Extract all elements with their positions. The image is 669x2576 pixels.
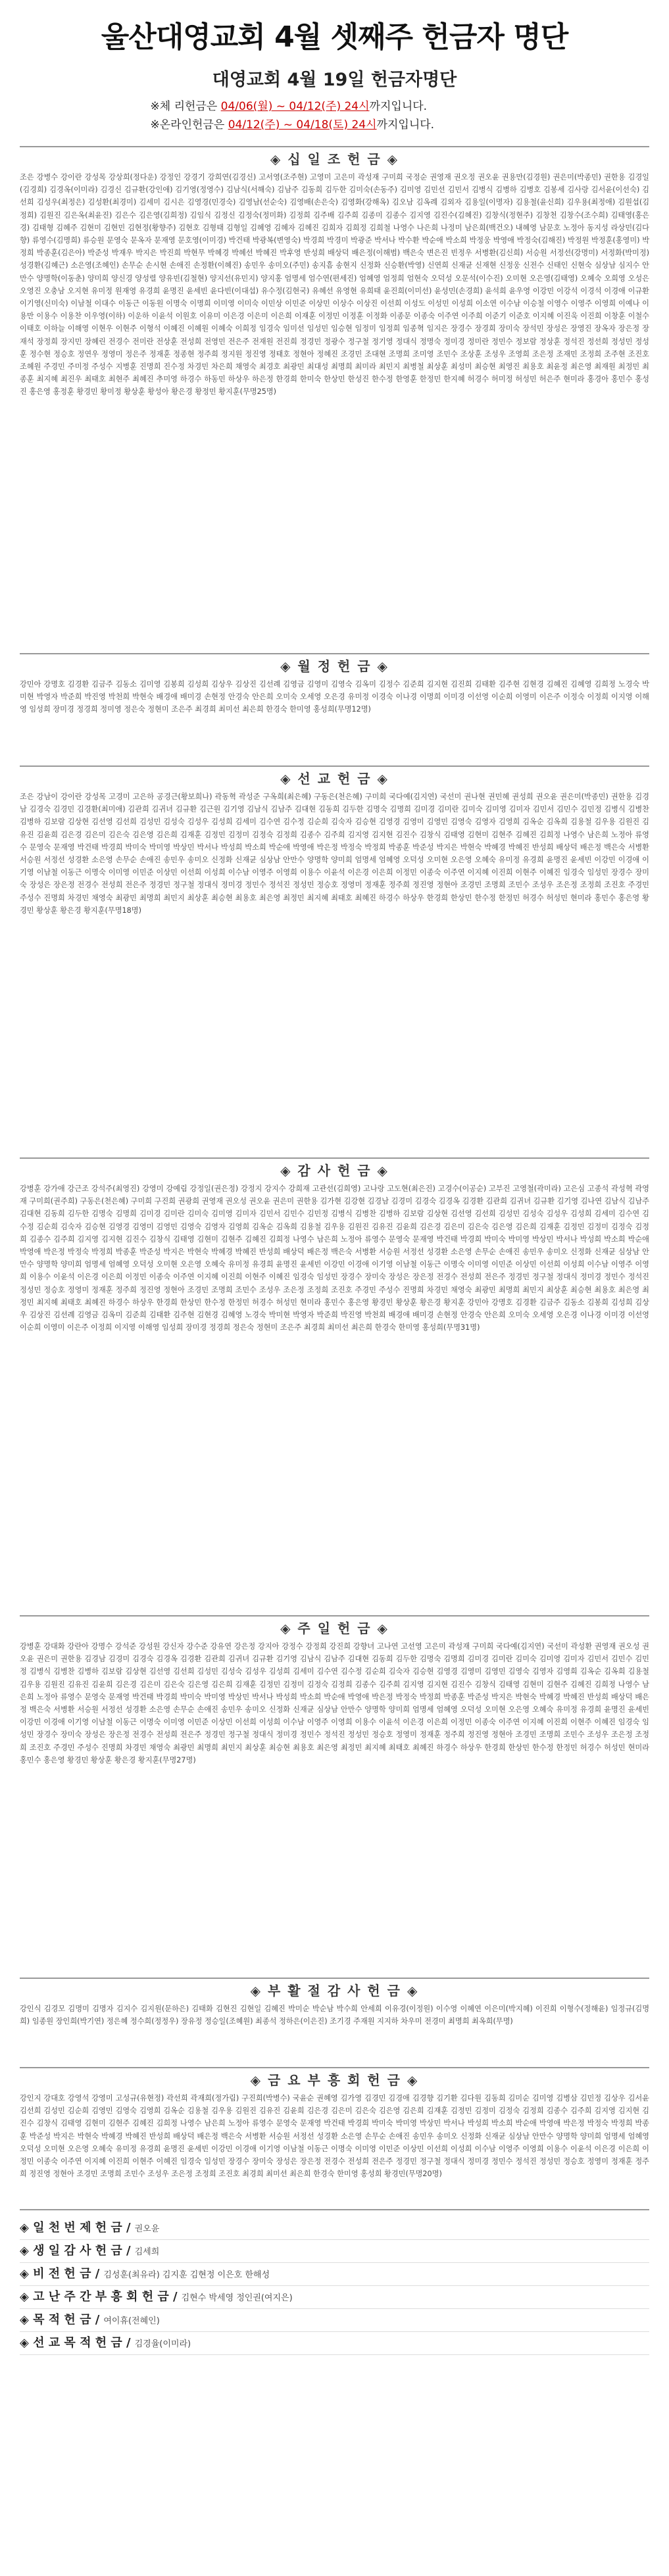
other-offerings-list: [20, 2209, 649, 2355]
section-names: 강병훈 강대화 강란아 강명수 강석준 강성원 강신자 강수준 강유연 강은정 강지아 강정수 강정희 강진희 강향녀 고나연 고선영 고은미 곽성재 구미희 국다예(김지연) 국선미 곽성환 권영재 권오성 권오윤 권은미 권한용 김경남 김경미 김경숙 김경옥 김경환 김관희 김귀녀 김규환 김기영 김남식 김남주 김대현 김동희 김두한 김명숙 김명희 김미경 김미란 김미숙 김미영 김미자 김민서 김민수 김민정 김병식 김병찬 김병하 김보람 김상현 김선영 김선희 김성민 김성숙 김성우 김성희 김세미 김수연 김수정 김순희 김숙자 김승현 김영경 김영미 김영민 김영숙 김영자 김영희 김옥순 김옥희 김용철 김우용 김원진 김유진 김윤희 김은경 김은미 김은숙 김은영 김은희 김재훈 김정민 김정미 김정숙 김정희 김종수 김주희 김지영 김지현 김진수 김창식 김태영 김현미 김현주 김혜진 김희정 나영수 남은희 노정아 류영수 문영숙 문재영 박건태 박경희 박미숙 박미영 박상민 박서나 박성희 박소희 박순애 박영애 박은정 박정숙 박정희 박종훈 박준성 박지은 박현숙 박혜경 박혜진 반성희 배상덕 배은정 백은숙 서병환 서승원 서정선 성경환 소은영 손무순 손애진 송민우 송미오 신정화 신재균 심상남 안만수 양명학 양미희 엄명세 엄혜영 오덕성 오미현 오은영 오혜숙 유미정 유경희 윤명진 윤세빈 이강민 이경애 이기영 이남철 이동근 이명숙 이미영 이민준 이상민 이선희 이성희 이수남 이영주 이영희 이용수 이윤석 이은경 이은희 이정민 이종숙 이주연 이지혜 이진희 이현주 이혜진 임경숙 임성민 장경수 장미숙 장성은 장은정 전경수 전성희 전은주 정경민 정구철 정대식 정미경 정민수 정석진 정성민 정승호 정영미 정재훈 정주희 정진영 정현아 조경민 조명희 조민수 조성우 조은정 조정희 조진호 주경민 주성수 진명희 차경민 채영숙 최광민 최명희 최민지 최상훈 최승현 최용호 최은영 최정민 최지혜 최태호 최혜진 하경수 하상우 한경희 한상민 한수정 한정민 허경수 허성민 현미라 홍민수 홍은영 황경민 황상훈 황은경 황지훈(무명27명): [20, 1642, 649, 1764]
offering-names: 김현수 박세영 정인권(여지은): [181, 2293, 293, 2303]
offering-names: 여이휴(전혜인): [103, 2316, 160, 2326]
notice-2-date: 04/12(주) ~ 04/18(토) 24시: [228, 118, 377, 132]
list-item: [20, 2332, 649, 2355]
section-heading: ◈ 선 교 헌 금 ◈: [280, 771, 389, 787]
section-heading: ◈ 금 요 부 흥 회 헌 금 ◈: [250, 2072, 419, 2088]
list-item: [20, 2217, 649, 2240]
section-heading: ◈ 부 활 절 감 사 헌 금 ◈: [250, 1983, 419, 1999]
offering-label: ◈ 일 천 번 제 헌 금 /: [20, 2221, 131, 2235]
section-names: 강인식 김경모 김명미 김명자 김지수 김지원(문하은) 김태화 김현진 김현일 김혜진 박미순 박순남 박수희 안세희 이유경(이정원) 이수영 이혜연 이은미(박지혜) 이진희 이형수(정해윤) 임정규(김명희) 임종원 장인희(박기연) 정은혜 정수희(정정우) 장유정 정승일(조혜원) 최종석 정하은(이은진) 조기경 주재원 지지하 차우미 전경미 최명희 최옥희(무명): [20, 2005, 649, 2026]
page-title: 울산대영교회 4월 셋째주 헌금자 명단: [101, 20, 568, 54]
section-names: 조은 강남이 강이란 강성목 고경미 고은하 공경근(황보희나) 곽동혁 곽성준 구옥희(최은혜) 구동은(천은혜) 구미희 국다예(김지연) 국선미 권나현 권민혜 권성희 권오윤 권은미(박종민) 권한용 김경남 김경숙 김경민 김경환(최미애) 김관희 김귀녀 김규환 김근원 김기영 김남식 김남주 김대현 김동희 김두한 김명숙 김명희 김미경 김미란 김미숙 김미영 김미자 김민서 김민수 김민정 김병식 김병찬 김병하 김보람 김상현 김선영 김선희 김성민 김성숙 김성우 김성희 김세미 김수연 김수정 김순희 김숙자 김승현 김영경 김영미 김영민 김영숙 김영자 김영희 김옥순 김옥희 김용철 김우용 김원진 김유진 김윤희 김은경 김은미 김은숙 김은영 김은희 김재훈 김정민 김정미 김정숙 김정희 김종수 김주희 김지영 김지현 김진수 김창식 김태영 김현미 김현주 김혜진 김희정 나영수 남은희 노정아 류영수 문영숙 문재영 박건태 박경희 박미숙 박미영 박상민 박서나 박성희 박소희 박순애 박영애 박은정 박정숙 박정희 박종훈 박준성 박지은 박현숙 박혜경 박혜진 반성희 배상덕 배은정 백은숙 서병환 서승원 서정선 성경환 소은영 손무순 손애진 송민우 송미오 신정화 신재균 심상남 안만수 양명학 양미희 엄명세 엄혜영 오덕성 오미현 오은영 오혜숙 유미정 유경희 윤명진 윤세빈 이강민 이경애 이기영 이남철 이동근 이명숙 이미영 이민준 이상민 이선희 이성희 이수남 이영주 이영희 이용수 이윤석 이은경 이은희 이정민 이종숙 이주연 이지혜 이진희 이현주 이혜진 임경숙 임성민 장경수 장미숙 장성은 장은정 전경수 전성희 전은주 정경민 정구철 정대식 정미경 정민수 정석진 정성민 정승호 정영미 정재훈 정주희 정진영 정현아 조경민 조명희 조민수 조성우 조은정 조정희 조진호 주경민 주성수 진명희 차경민 채영숙 최광민 최명희 최민지 최상훈 최승현 최용호 최은영 최정민 최지혜 최태호 최혜진 하경수 하상우 한경희 한상민 한수정 한정민 허경수 허성민 현미라 홍민수 홍은영 황경민 황상훈 황은경 황지훈(무명18명): [20, 792, 649, 915]
monthly-offering-section: [20, 653, 649, 754]
tithe-section: [20, 146, 649, 641]
offering-names: 권오윤: [134, 2224, 160, 2234]
notice-1-suffix: 까지입니다.: [369, 100, 428, 113]
offering-label: ◈ 생 일 감 사 헌 금 /: [20, 2244, 131, 2258]
notice-1-prefix: ※체 리헌금은: [150, 100, 221, 113]
list-item: [20, 2286, 649, 2309]
list-item: [20, 2263, 649, 2286]
notice-1-date: 04/06(월) ~ 04/12(주) 24시: [220, 100, 370, 113]
section-names: 강병훈 강가애 강근조 강석주(최영진) 강영미 강예림 강정일(권은정) 강정지 강지수 강희재 고관선(김희영) 고나랑 고도현(최은진) 고경수(이공순) 고부진 고영철(곽미라) 고은심 고종석 곽성혁 곽영재 구미희(권주희) 구동은(천은혜) 구미희 구진희 권광희 권영재 권오성 권오윤 권은미 권한용 김가현 김강현 김경남 김경미 김경숙 김경옥 김경환 김관희 김귀녀 김규환 김기영 김나연 김남식 김남주 김대현 김동희 김두한 김명숙 김명희 김미경 김미란 김미숙 김미영 김미자 김민서 김민수 김민정 김병식 김병찬 김병하 김보람 김상현 김선영 김선희 김성민 김성숙 김성우 김성희 김세미 김수연 김수정 김순희 김숙자 김승현 김영경 김영미 김영민 김영숙 김영자 김영희 김옥순 김옥희 김용철 김우용 김원진 김유진 김윤희 김은경 김은미 김은숙 김은영 김은희 김재훈 김정민 김정미 김정숙 김정희 김종수 김주희 김지영 김지현 김진수 김창식 김태영 김현미 김현주 김혜진 김희정 나영수 남은희 노정아 류영수 문영숙 문재영 박건태 박경희 박미숙 박미영 박상민 박서나 박성희 박소희 박순애 박영애 박은정 박정숙 박정희 박종훈 박준성 박지은 박현숙 박혜경 박혜진 반성희 배상덕 배은정 백은숙 서병환 서승원 서정선 성경환 소은영 손무순 손애진 송민우 송미오 신정화 신재균 심상남 안만수 양명학 양미희 엄명세 엄혜영 오덕성 오미현 오은영 오혜숙 유미정 유경희 윤명진 윤세빈 이강민 이경애 이기영 이남철 이동근 이명숙 이미영 이민준 이상민 이선희 이성희 이수남 이영주 이영희 이용수 이윤석 이은경 이은희 이정민 이종숙 이주연 이지혜 이진희 이현주 이혜진 임경숙 임성민 장경수 장미숙 장성은 장은정 전경수 전성희 전은주 정경민 정구철 정대식 정미경 정민수 정석진 정성민 정승호 정영미 정재훈 정주희 정진영 정현아 조경민 조명희 조민수 조성우 조은정 조정희 조진호 주경민 주성수 진명희 차경민 채영숙 최광민 최명희 최민지 최상훈 최승현 최용호 최은영 최정민 최지혜 최태호 최혜진 하경수 하상우 한경희 한상민 한수정 한정민 허경수 허성민 현미라 홍민수 홍은영 황경민 황상훈 황은경 황지훈 강민아 강명호 김경환 김금주 김동소 김봉희 김성희 김상우 김상진 김선례 김영금 김옥미 김준희 김태환 김주현 김현경 김혜영 노경숙 박미현 박영자 박준희 박진영 박천희 배경애 배미경 손현정 안경숙 안은희 오미숙 오세영 오은경 이나경 이미경 이선영 이순희 이영미 이은주 이정희 이지영 이해영 임성희 장미경 정경희 정은숙 정현미 조은주 최경희 최미선 최은희 한경숙 한미영 홍성희(무명31명): [20, 1184, 649, 1332]
easter-offering-section: [20, 1978, 649, 2055]
list-item: [20, 2309, 649, 2332]
notice-line-2: [151, 116, 519, 134]
section-heading: ◈ 월 정 헌 금 ◈: [280, 658, 389, 674]
section-names: 강민아 강명호 김경환 김금주 김동소 김미영 김봉희 김성희 김상우 김상진 김선례 김영금 김영미 김영숙 김옥미 김정수 김준희 김지현 김진희 김태환 김주현 김현경 김혜진 김혜영 김희정 노경숙 박미현 박영자 박준희 박진영 박천희 박현숙 배경애 배미경 손현정 안경숙 안은희 오미숙 오세영 오은경 유미정 이경숙 이나경 이명희 이미경 이선영 이순희 이영미 이은주 이정숙 이정희 이지영 이해영 임성희 장미경 정경희 정미영 정은숙 정현미 조은주 최경희 최미선 최은희 한경숙 한미영 홍성희(무명12명): [20, 680, 649, 714]
offering-names: 김세희: [134, 2247, 160, 2257]
offering-names: 김경율(이미라): [134, 2339, 191, 2349]
thanksgiving-offering-section: [20, 1157, 649, 1603]
notice-line-1: [151, 97, 519, 116]
section-names: 조은 강병수 강이란 강성목 강상희(정다운) 강정인 강경기 강희연(김경신) 고서영(조주현) 고영미 고은미 곽성재 구미희 국정순 권영재 권오정 권오윤 권용만(김경원) 권은미(박종민) 권한용 김경일(김경희) 김경옥(이미라) 김경신 김규환(강인애) 김기영(정영수) 김남식(서해숙) 김남주 김동희 김두한 김미숙(손동주) 김미영 김민선 김민서 김병식 김병하 김병호 김봉세 김사랑 김서윤(이선숙) 김선희 김성우(최정은) 김성환(최경미) 김세미 김시은 김영경(민경숙) 김영남(선순숙) 김영배(손은숙) 김영화(강해옥) 김오남 김옥례 김외자 김용일(이명자) 김용철(윤신희) 김우용(최정애) 김원섭(김정희) 김원진 김은옥(최윤진) 김은수 김은영(김희정) 김임식 김정신 김정숙(정미화) 김정희 김주배 김주희 김종미 김종수 김지영 김진수(김혜진) 김창식(정현주) 김창천 김창수(조수희) 김태영(홍은경) 김태형 김혜주 김현미 김현민 김현정(황향주) 김현호 김형태 김형일 김혜영 김혜자 김혜진 김희자 김희정 김희철 나영수 나은희 나정미 남은희(백건오) 내혜영 남문호 노정아 동지성 라상민(김다향) 류영수(김명희) 류승원 문영숙 문옥자 문재영 문호영(이미경) 박건태 박광복(변영숙) 박경희 박경미 박광준 박서나 박수환 박순애 박소희 박정웅 박영애 박정숙(김해진) 박정원 박정훈(홍영미) 박정희 박종훈(김은아) 박준성 박재우 박지은 박진희 박현무 박혜경 박혜선 박혜진 박후영 반성희 배상덕 배은정(이해범) 백은숙 변은진 빈정우 서병환(김신희) 서승원 서정선(강명미) 서정화(박미정) 성경환(김혜근) 소은영(조혜인) 손무순 손시현 손애진 손정환(이혜진) 송민우 송미오(주민) 송지흠 송현지 신정화 신승환(박영) 신연희 신재균 신재현 신정웅 신전수 신태인 신현숙 심상남 심지수 안만수 양명학(이동춘) 양미희 양신경 양성렬 양유빈(김철현) 양지선(유민지) 양지홍 엄명세 엄수연(편세진) 엄혜영 엄정희 엄현숙 오덕성 오문석(이수진) 오미현 오은영(김태영) 오혜숙 오희영 오성은 오영진 오충남 오지현 유미정 원재영 유경희 윤명진 윤세빈 윤다빈(이대섭) 유수정(김현국) 유혜선 유영현 유희태 윤진희(이미선) 윤성민(손경희) 윤석희 윤우영 이강민 이강석 이경석 이경애 이규환 이기영(신미숙) 이남철 이대수 이동근 이동원 이명숙 이명희 이미영 이미숙 이민상 이민준 이상민 이상수 이상진 이선희 이성도 이성민 이성희 이소연 이수남 이승철 이영수 이영주 이영희 이예나 이용만 이용수 이용찬 이우영(이하) 이운하 이윤석 이원호 이유미 이은경 이은미 이은희 이재훈 이정민 이정훈 이정화 이종문 이종숙 이주연 이주희 이준기 이준호 이지혜 이진욱 이진희 이창훈 이철수 이태호 이하늘 이해영 이현우 이현주 이형석 이혜진 이혜원 이혜숙 이희정 임경숙 임미선 임성민 임승현 임정미 임정희 임종혁 임지은 장경수 장경희 장미숙 장석민 장성은 장영진 장옥자 장은정 장재석 장정희 장지민 장혜린 전경수 전미란 전상훈 전성희 전영민 전은주 전재원 전진희 정경민 정광수 정구철 정기영 정대식 정명숙 정미경 정미란 정민수 정보람 정상훈 정석진 정선희 정성민 정성훈 정수현 정승호 정연우 정영미 정은주 정재훈 정종현 정주희 정지원 정진영 정태호 정현아 정혜진 조경민 조대현 조명희 조미영 조민수 조상훈 조성우 조영희 조은정 조재민 조정희 조주현 조진호 조혜원 주경민 주미정 주성수 지병훈 진명희 진수정 차경민 차은희 채영숙 최경호 최광민 최대성 최명희 최미라 최민지 최병철 최상훈 최성미 최승현 최영진 최용호 최윤정 최은영 최재원 최정민 최종훈 최지혜 최진우 최태호 최현주 최혜진 추미영 하경수 하동민 하상우 하은정 한경희 한미숙 한상민 한성진 한수정 한영훈 한정민 한지혜 허경수 허미정 허성민 허은주 현미라 홍경아 홍민수 홍성진 홍은영 홍정훈 황경민 황미정 황상훈 황성아 황은경 황정민 황지훈(무명25명): [20, 173, 649, 397]
friday-revival-offering-section: [20, 2067, 649, 2197]
notice-2-suffix: 까지입니다.: [376, 118, 435, 132]
section-names: 강인지 강대호 강영석 강영미 고성규(유현정) 곽선희 곽재희(정가림) 구진희(박병수) 국윤순 권혜영 김가영 김경민 김경애 김경향 김기환 김다원 김동희 김미순 김미영 김병삼 김민정 김상우 김서윤 김선희 김성민 김순희 김영민 김영숙 김영희 김옥순 김용철 김우용 김원진 김유진 김윤희 김은경 김은미 김은숙 김은영 김은희 김재훈 김정민 김정미 김정숙 김정희 김종수 김주희 김지영 김지현 김진수 김창식 김태영 김현미 김현주 김혜진 김희정 나영수 남은희 노정아 류영수 문영숙 문재영 박건태 박경희 박미숙 박미영 박상민 박서나 박성희 박소희 박순애 박영애 박은정 박정숙 박정희 박종훈 박준성 박지은 박현숙 박혜경 박혜진 반성희 배상덕 배은정 백은숙 서병환 서승원 서정선 성경환 소은영 손무순 손애진 송민우 송미오 신정화 신재균 심상남 안만수 양명학 양미희 엄명세 엄혜영 오덕성 오미현 오은영 오혜숙 유미정 유경희 윤명진 윤세빈 이강민 이경애 이기영 이남철 이동근 이명숙 이미영 이민준 이상민 이선희 이성희 이수남 이영주 이영희 이용수 이윤석 이은경 이은희 이정민 이종숙 이주연 이지혜 이진희 이현주 이혜진 임경숙 임성민 장경수 장미숙 장성은 장은정 전경수 전성희 전은주 정경민 정구철 정대식 정미경 정민수 정석진 정성민 정승호 정영미 정재훈 정주희 정진영 정현아 조경민 조명희 조민수 조성우 조은정 조정희 조진호 최경희 최미선 최은희 한경숙 한미영 홍성희 황경민(무명20명): [20, 2094, 649, 2179]
mission-offering-section: [20, 766, 649, 1146]
notice-box: [151, 97, 519, 134]
list-item: [20, 2240, 649, 2263]
offering-names: 김성훈(최유라) 김지훈 김현정 이은호 한해성: [103, 2270, 270, 2280]
offering-label: ◈ 고 난 주 간 부 흥 회 헌 금 /: [20, 2290, 178, 2304]
page-subtitle: 대영교회 4월 19일 헌금자명단: [212, 70, 457, 90]
section-heading: ◈ 감 사 헌 금 ◈: [280, 1163, 389, 1179]
section-heading: ◈ 십 일 조 헌 금 ◈: [270, 151, 399, 167]
offering-label: ◈ 비 전 헌 금 /: [20, 2267, 100, 2281]
notice-2-prefix: ※온라인헌금은: [150, 118, 228, 132]
section-heading: ◈ 주 일 헌 금 ◈: [280, 1620, 389, 1636]
offering-label: ◈ 선 교 목 적 헌 금 /: [20, 2336, 131, 2350]
sunday-offering-section: [20, 1615, 649, 1966]
offering-label: ◈ 목 적 헌 금 /: [20, 2313, 100, 2327]
